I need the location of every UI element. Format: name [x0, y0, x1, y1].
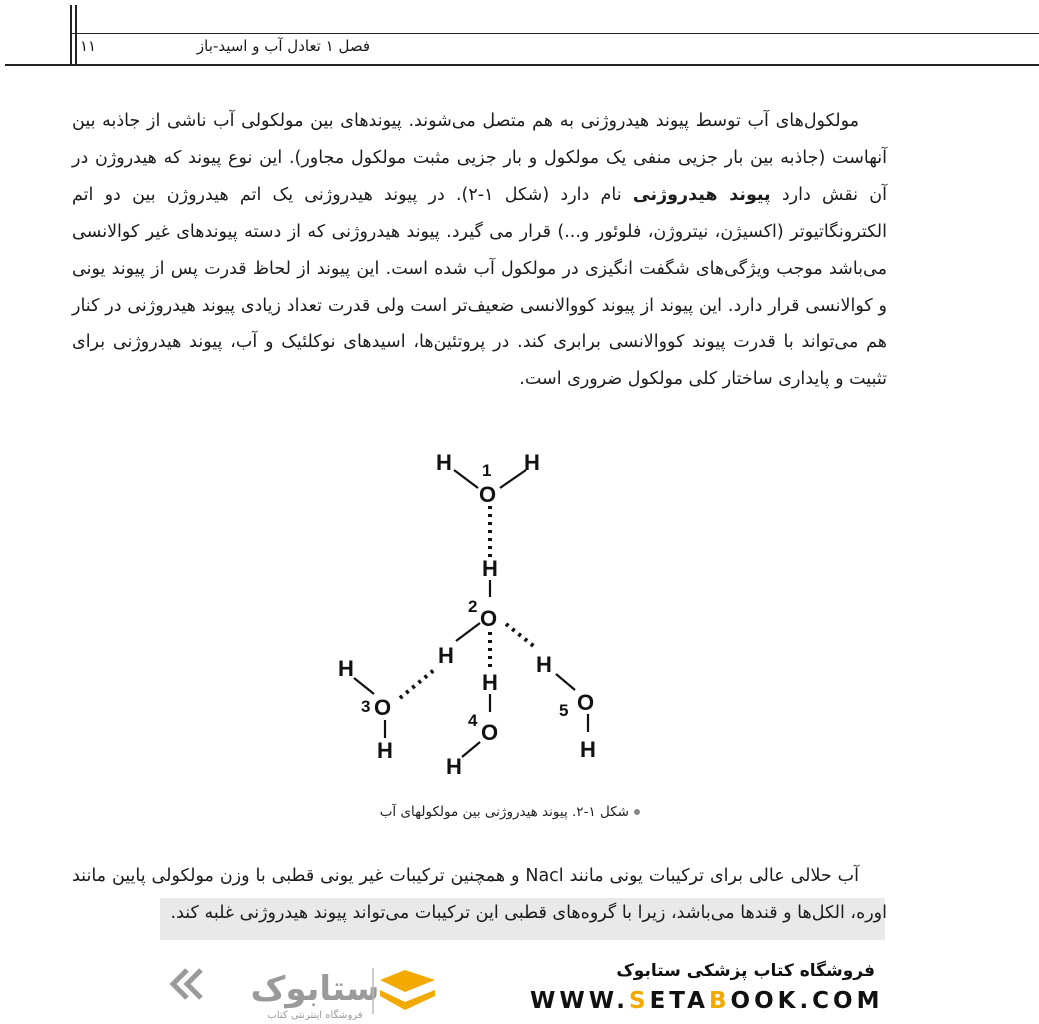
header-rule-top	[70, 33, 1039, 34]
hydrogen-bond-figure	[330, 440, 660, 780]
label-2: 2	[468, 597, 478, 616]
label-3: 3	[361, 697, 371, 716]
label-5: 5	[559, 701, 569, 720]
atom-h-4b: H	[446, 754, 462, 779]
atom-o-3: O	[374, 695, 392, 720]
label-4: 4	[468, 711, 478, 730]
atom-h-5a: H	[536, 652, 552, 677]
paragraph-1-part2: نام دارد (شکل ۱-۲). در پیوند هیدروژنی یک اتم هیدروژن بین دو اتم الکترونگاتیوتر (اکسیژن، نیتروژن، فلوئور و...) قرار می گیرد. پیوند هیدروژنی که از دسته پیوندهای غیر کوالانسی می‌باشد موجب ویژگی‌های شگفت انگیزی در مولکول آب شده است. این پیوند از لحاظ قدرت پس از پیوند یونی و کوالانسی قرار دارد. این پیوند از پیوند کووالانسی ضعیف‌تر است ولی قدرت تعداد زیادی پیوند هیدروژنی در کنار هم می‌تواند با قدرت پیوند کووالانسی برابری کند. در پروتئین‌ها، اسیدهای نوکلئیک و آب، پیوند هیدروژنی برای تثبیت و پایداری ساختار کلی مولکول ضروری است.	[72, 184, 887, 390]
url-part-3: ETA	[649, 988, 709, 1014]
shop-url[interactable]	[530, 988, 884, 1014]
atom-o-4: O	[481, 720, 499, 745]
paragraph-1-bold-term: پیوند هیدروژنی	[632, 184, 771, 205]
atom-o-5: O	[577, 690, 595, 715]
running-title: فصل ۱ تعادل آب و اسید-باز	[196, 37, 370, 55]
url-part-4: B	[708, 988, 731, 1014]
logo-word: ستابوک	[250, 969, 380, 1009]
caption-bullet-icon	[634, 809, 640, 815]
page-number: ۱۱	[80, 37, 97, 55]
atom-h-3a: H	[338, 656, 354, 681]
atom-h-3b: H	[377, 738, 393, 763]
atom-h-1b: H	[524, 450, 540, 475]
shop-name: فروشگاه کتاب پزشکی ستابوک	[616, 961, 875, 981]
paragraph-1	[72, 103, 887, 398]
atom-h-5b: H	[580, 737, 596, 762]
paragraph-1-part1: مولکول‌های آب توسط پیوند هیدروژنی به هم متصل می‌شوند. پیوندهای بین مولکولی آب ناشی از جاذبه بین آنهاست (جاذبه بین بار جزیی منفی یک مولکول و بار جزیی مثبت مولکول مجاور). این نوع پیوند که هیدروژن در آن نقش دارد	[72, 111, 887, 205]
url-part-1: WWW.	[530, 988, 629, 1014]
atom-h-2b: H	[438, 643, 454, 668]
url-part-5: OOK.COM	[730, 988, 884, 1014]
figure-caption-text: شکل ۱-۲. پیوند هیدروژنی بین مولکولهای آب	[379, 804, 629, 820]
label-1: 1	[482, 461, 492, 480]
paragraph-2-text: آب حلالی عالی برای ترکیبات یونی مانند Nacl و همچنین ترکیبات غیر یونی قطبی با وزن مولکولی پایین مانند اوره، الکل‌ها و قندها می‌باشد، زیرا با گروه‌های قطبی این ترکیبات می‌تواند پیوند هیدروژنی غلبه کند.	[72, 866, 887, 923]
header-rule-bottom	[5, 64, 1039, 66]
atom-h-2a: H	[482, 556, 498, 581]
paragraph-2	[72, 858, 887, 932]
atom-o-2: O	[480, 606, 498, 631]
header-rule-vertical-1	[70, 5, 72, 65]
url-part-2: S	[628, 988, 650, 1014]
atom-h-1a: H	[436, 450, 452, 475]
figure-caption	[300, 804, 640, 820]
header-rule-vertical-2	[75, 5, 77, 65]
logo-subtitle: فروشگاه اینترنتی کتاب	[267, 1010, 363, 1020]
setabook-logo	[165, 960, 440, 1020]
atom-h-4a: H	[482, 670, 498, 695]
running-head	[80, 37, 370, 59]
atom-o-1: O	[479, 482, 497, 507]
